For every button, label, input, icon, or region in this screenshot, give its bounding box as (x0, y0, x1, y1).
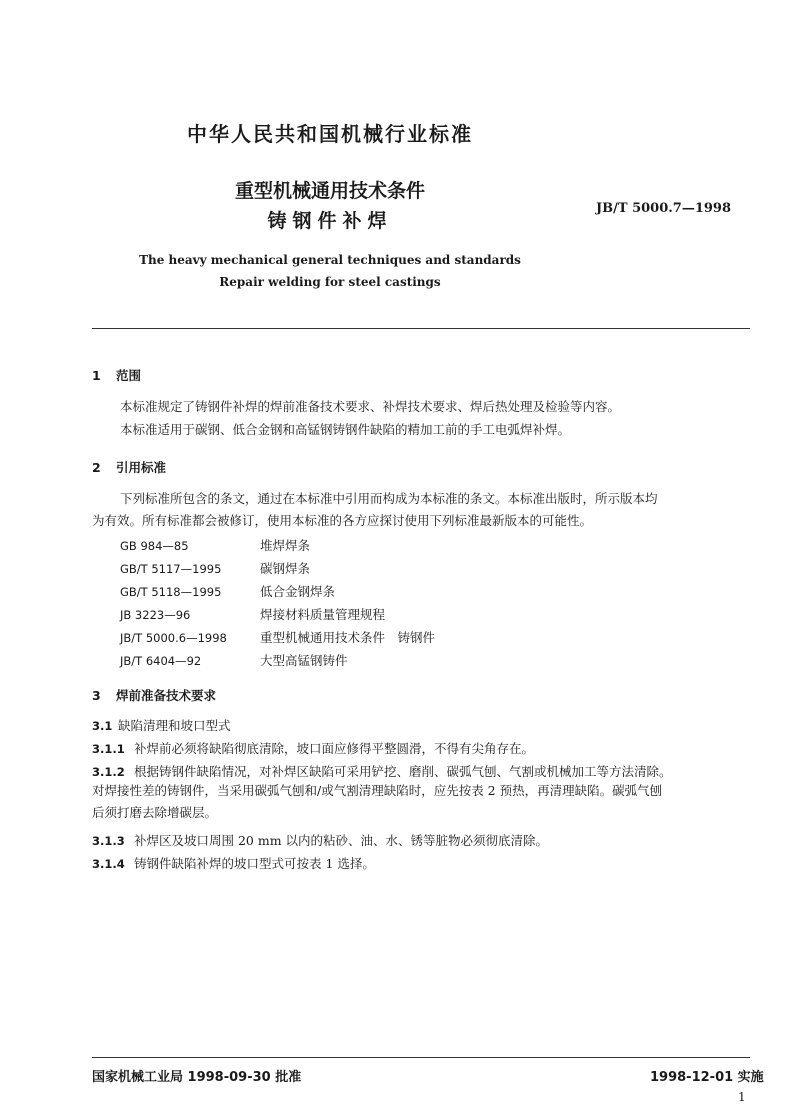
reference-name: 碳钢焊条 (260, 561, 311, 576)
section-1-paragraph-2: 本标准适用于碳钢、低合金钢和高锰钢铸钢件缺陷的精加工前的手工电弧焊补焊。 (120, 422, 571, 437)
reference-name: 重型机械通用技术条件 铸钢件 (260, 630, 436, 645)
clause-3-1 (92, 716, 231, 734)
reference-code: JB/T 5000.6—1998 (120, 631, 227, 645)
section-title: 焊前准备技术要求 (116, 688, 217, 703)
reference-code: GB 984—85 (120, 539, 189, 553)
doc-title-line-2: 铸钢件补焊 (267, 210, 393, 232)
clause-number: 3.1.1 (92, 742, 125, 756)
header-divider (92, 328, 750, 329)
reference-code: JB 3223—96 (120, 608, 191, 622)
clause-3-1-4 (92, 854, 375, 872)
clause-text: 补焊前必须将缺陷彻底清除，坡口面应修得平整圆滑，不得有尖角存在。 (134, 741, 535, 756)
section-2-paragraph-line-2: 为有效。所有标准都会被修订，使用本标准的各方应探讨使用下列标准最新版本的可能性。 (92, 513, 593, 528)
reference-item (120, 559, 310, 577)
reference-code: JB/T 6404—92 (120, 654, 202, 668)
page-number: 1 (738, 1090, 746, 1104)
section-2-paragraph-line-1: 下列标准所包含的条文，通过在本标准中引用而构成为本标准的条文。本标准出版时，所示版本均 (120, 491, 658, 506)
clause-text: 补焊区及坡口周围 20 mm 以内的粘砂、油、水、锈等脏物必须彻底清除。 (134, 833, 549, 848)
clause-number: 3.1 (92, 719, 113, 733)
clause-3-1-1 (92, 739, 534, 757)
section-number: 1 (92, 368, 101, 383)
section-title: 引用标准 (116, 460, 167, 475)
reference-code: GB/T 5117—1995 (120, 562, 222, 576)
standard-code: JB/T 5000.7—1998 (596, 201, 732, 216)
reference-name: 焊接材料质量管理规程 (260, 607, 386, 622)
doc-title-line-1: 重型机械通用技术条件 (234, 180, 425, 202)
reference-name: 堆焊焊条 (260, 538, 311, 553)
section-3-heading (92, 686, 216, 704)
clause-3-1-2-line-2: 对焊接性差的铸钢件，当采用碳弧气刨和/或气割清理缺陷时，应先按表 2 预热，再清理缺陷。碳弧气刨 (92, 783, 663, 798)
english-title-line-1: The heavy mechanical general techniques and standards (139, 253, 521, 267)
reference-item (120, 605, 385, 623)
section-number: 2 (92, 460, 101, 475)
clause-3-1-2 (92, 762, 672, 780)
clause-text: 缺陷清理和坡口型式 (118, 718, 231, 733)
reference-item (120, 628, 435, 646)
clause-text: 根据铸钢件缺陷情况，对补焊区缺陷可采用铲挖、磨削、碳弧气刨、气割或机械加工等方法清除。 (134, 764, 672, 779)
reference-code: GB/T 5118—1995 (120, 585, 222, 599)
org-title: 中华人民共和国机械行业标准 (187, 122, 473, 146)
effective-date: 1998-12-01 实施 (650, 1070, 764, 1085)
reference-item (120, 582, 335, 600)
approval-date: 国家机械工业局 1998-09-30 批准 (92, 1070, 302, 1085)
reference-item (120, 536, 310, 554)
clause-number: 3.1.2 (92, 765, 125, 779)
reference-item (120, 651, 348, 669)
reference-name: 低合金钢焊条 (260, 584, 336, 599)
clause-3-1-3 (92, 831, 548, 849)
section-2-heading (92, 458, 166, 476)
section-number: 3 (92, 688, 101, 703)
clause-number: 3.1.3 (92, 834, 125, 848)
clause-3-1-2-line-3: 后须打磨去除增碳层。 (92, 805, 218, 820)
english-title-line-2: Repair welding for steel castings (219, 275, 441, 289)
section-title: 范围 (116, 368, 142, 383)
clause-text: 铸钢件缺陷补焊的坡口型式可按表 1 选择。 (134, 856, 375, 871)
section-1-heading (92, 366, 141, 384)
footer-divider (92, 1057, 750, 1058)
clause-number: 3.1.4 (92, 857, 125, 871)
reference-name: 大型高锰钢铸件 (260, 653, 348, 668)
section-1-paragraph-1: 本标准规定了铸钢件补焊的焊前准备技术要求、补焊技术要求、焊后热处理及检验等内容。 (120, 399, 621, 414)
